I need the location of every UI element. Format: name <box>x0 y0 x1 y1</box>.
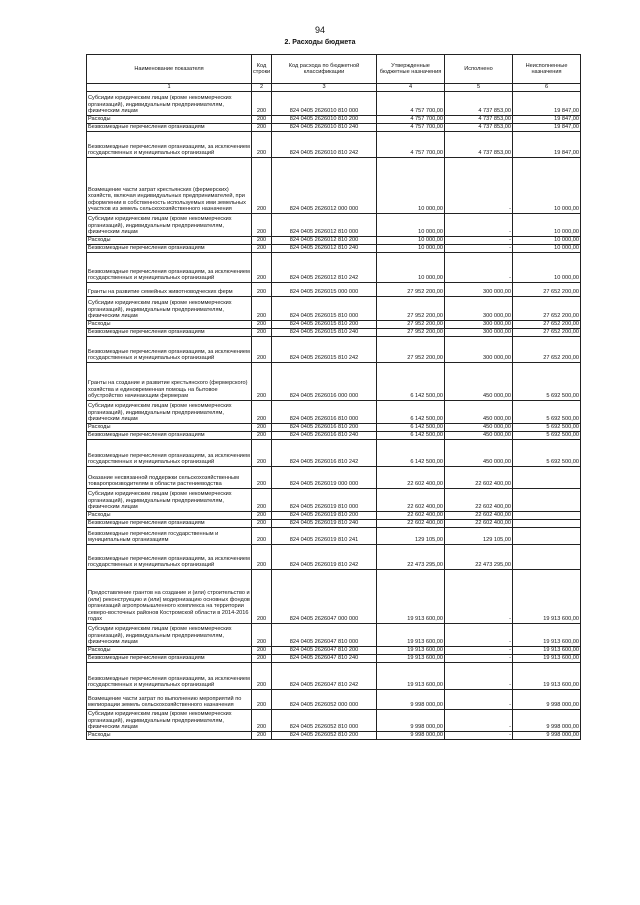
row-executed: - <box>445 570 513 624</box>
row-code: 200 <box>252 647 272 655</box>
row-classification-code: 824 0405 2626015 810 000 <box>272 297 377 321</box>
row-code: 200 <box>252 570 272 624</box>
row-name: Безвозмездные перечисления организациям, за исключением государственных и муниципальных организаций <box>87 253 252 283</box>
column-numbers-row <box>87 84 581 92</box>
row-name: Безвозмездные перечисления организациям, за исключением государственных и муниципальных организаций <box>87 545 252 570</box>
row-executed: - <box>445 253 513 283</box>
table-row <box>87 214 581 237</box>
row-classification-code: 824 0405 2626010 810 240 <box>272 124 377 132</box>
row-classification-code: 824 0405 2626015 810 200 <box>272 321 377 329</box>
row-code: 200 <box>252 401 272 424</box>
row-unexecuted: 27 652 200,00 <box>513 337 581 363</box>
row-classification-code: 824 0405 2626015 810 240 <box>272 329 377 337</box>
row-approved: 6 142 500,00 <box>377 401 445 424</box>
row-classification-code: 824 0405 2626016 810 200 <box>272 424 377 432</box>
row-approved: 22 602 400,00 <box>377 489 445 512</box>
column-number: 2 <box>252 84 272 92</box>
row-unexecuted <box>513 512 581 520</box>
table-row <box>87 528 581 545</box>
row-code: 200 <box>252 624 272 647</box>
table-row <box>87 124 581 132</box>
table-row <box>87 92 581 116</box>
row-approved: 22 602 400,00 <box>377 467 445 489</box>
table-row <box>87 732 581 740</box>
row-classification-code: 824 0405 2626016 810 242 <box>272 440 377 467</box>
row-executed: - <box>445 158 513 214</box>
row-executed: 300 000,00 <box>445 329 513 337</box>
row-code: 200 <box>252 158 272 214</box>
row-approved: 6 142 500,00 <box>377 363 445 401</box>
row-unexecuted: 9 998 000,00 <box>513 690 581 710</box>
row-classification-code: 824 0405 2626019 810 240 <box>272 520 377 528</box>
row-unexecuted: 19 847,00 <box>513 116 581 124</box>
row-classification-code: 824 0405 2626015 000 000 <box>272 283 377 297</box>
column-number: 1 <box>87 84 252 92</box>
row-classification-code: 824 0405 2626052 810 200 <box>272 732 377 740</box>
row-name: Оказание несвязанной поддержки сельскохозяйственным товаропроизводителям в области растениеводства <box>87 467 252 489</box>
row-code: 200 <box>252 283 272 297</box>
row-name: Безвозмездные перечисления государственным и муниципальным организациям <box>87 528 252 545</box>
row-name: Безвозмездные перечисления организациям <box>87 124 252 132</box>
row-approved: 10 000,00 <box>377 245 445 253</box>
row-approved: 10 000,00 <box>377 214 445 237</box>
row-executed: - <box>445 655 513 663</box>
row-classification-code: 824 0405 2626012 810 000 <box>272 214 377 237</box>
row-unexecuted: 9 998 000,00 <box>513 710 581 732</box>
row-executed: - <box>445 214 513 237</box>
row-unexecuted: 5 692 500,00 <box>513 363 581 401</box>
table-row <box>87 512 581 520</box>
row-approved: 19 913 600,00 <box>377 647 445 655</box>
row-executed: 300 000,00 <box>445 321 513 329</box>
table-row <box>87 363 581 401</box>
row-name: Безвозмездные перечисления организациям <box>87 245 252 253</box>
table-row <box>87 710 581 732</box>
row-unexecuted: 19 847,00 <box>513 92 581 116</box>
row-classification-code: 824 0405 2626019 810 242 <box>272 545 377 570</box>
row-approved: 19 913 600,00 <box>377 570 445 624</box>
table-row <box>87 337 581 363</box>
row-code: 200 <box>252 92 272 116</box>
row-executed: 4 737 853,00 <box>445 132 513 158</box>
row-classification-code: 824 0405 2626016 000 000 <box>272 363 377 401</box>
row-code: 200 <box>252 512 272 520</box>
row-approved: 27 952 200,00 <box>377 283 445 297</box>
table-row <box>87 690 581 710</box>
row-name: Безвозмездные перечисления организациям <box>87 520 252 528</box>
row-approved: 4 757 700,00 <box>377 92 445 116</box>
table-row <box>87 624 581 647</box>
row-name: Безвозмездные перечисления организациям, за исключением государственных и муниципальных организаций <box>87 663 252 690</box>
row-unexecuted <box>513 489 581 512</box>
row-executed: 4 737 853,00 <box>445 116 513 124</box>
row-classification-code: 824 0405 2626010 810 242 <box>272 132 377 158</box>
row-code: 200 <box>252 520 272 528</box>
row-approved: 22 473 295,00 <box>377 545 445 570</box>
row-name: Предоставление грантов на создание и (или) строительство и (или) реконструкцию и (или) модернизацию основных фондов организаций агропромышленного комплекса на территории северо-восточных районов Костромской области в 2014-2016 годах <box>87 570 252 624</box>
row-approved: 27 952 200,00 <box>377 297 445 321</box>
row-approved: 9 998 000,00 <box>377 732 445 740</box>
row-approved: 22 602 400,00 <box>377 512 445 520</box>
header-approved: Утвержденные бюджетные назначения <box>377 55 445 84</box>
row-code: 200 <box>252 116 272 124</box>
row-unexecuted <box>513 528 581 545</box>
row-executed: 22 473 295,00 <box>445 545 513 570</box>
row-unexecuted: 19 913 600,00 <box>513 655 581 663</box>
row-unexecuted: 19 913 600,00 <box>513 624 581 647</box>
table-row <box>87 440 581 467</box>
row-approved: 19 913 600,00 <box>377 663 445 690</box>
row-classification-code: 824 0405 2626012 000 000 <box>272 158 377 214</box>
row-name: Субсидии юридическим лицам (кроме некоммерческих организаций), индивидуальным предпринимателям, физическим лицам <box>87 710 252 732</box>
table-row <box>87 253 581 283</box>
row-code: 200 <box>252 424 272 432</box>
column-number: 5 <box>445 84 513 92</box>
row-approved: 9 998 000,00 <box>377 690 445 710</box>
table-row <box>87 132 581 158</box>
budget-expenses-table <box>86 54 581 740</box>
row-classification-code: 824 0405 2626012 810 242 <box>272 253 377 283</box>
row-executed: - <box>445 237 513 245</box>
row-name: Безвозмездные перечисления организациям, за исключением государственных и муниципальных организаций <box>87 440 252 467</box>
row-classification-code: 824 0405 2626047 810 242 <box>272 663 377 690</box>
row-code: 200 <box>252 237 272 245</box>
row-approved: 27 952 200,00 <box>377 337 445 363</box>
row-code: 200 <box>252 253 272 283</box>
row-classification-code: 824 0405 2626047 810 240 <box>272 655 377 663</box>
column-number: 6 <box>513 84 581 92</box>
row-name: Возмещение части затрат по выполнению мероприятий по мелиорации земель сельскохозяйственного назначения <box>87 690 252 710</box>
row-classification-code: 824 0405 2626016 810 000 <box>272 401 377 424</box>
table-row <box>87 647 581 655</box>
row-name: Расходы <box>87 321 252 329</box>
row-code: 200 <box>252 214 272 237</box>
row-unexecuted: 10 000,00 <box>513 245 581 253</box>
row-name: Субсидии юридическим лицам (кроме некоммерческих организаций), индивидуальным предпринимателям, физическим лицам <box>87 401 252 424</box>
row-approved: 6 142 500,00 <box>377 440 445 467</box>
row-name: Субсидии юридическим лицам (кроме некоммерческих организаций), индивидуальным предпринимателям, физическим лицам <box>87 92 252 116</box>
row-name: Субсидии юридическим лицам (кроме некоммерческих организаций), индивидуальным предпринимателям, физическим лицам <box>87 624 252 647</box>
row-executed: 4 737 853,00 <box>445 92 513 116</box>
section-title: 2. Расходы бюджета <box>284 39 356 46</box>
row-name: Возмещение части затрат крестьянских (фермерских) хозяйств, включая индивидуальных предпринимателей, при оформлении в собственность используемых ими земельных участков из земель сельскохозяйственного назначения <box>87 158 252 214</box>
row-unexecuted: 5 692 500,00 <box>513 432 581 440</box>
row-code: 200 <box>252 297 272 321</box>
row-classification-code: 824 0405 2626019 810 200 <box>272 512 377 520</box>
column-number: 3 <box>272 84 377 92</box>
row-code: 200 <box>252 467 272 489</box>
row-executed: - <box>445 732 513 740</box>
row-executed: 450 000,00 <box>445 363 513 401</box>
page-number: 94 <box>314 25 325 35</box>
row-classification-code: 824 0405 2626019 810 000 <box>272 489 377 512</box>
row-executed: - <box>445 647 513 655</box>
table-row <box>87 655 581 663</box>
row-approved: 129 105,00 <box>377 528 445 545</box>
row-executed: 450 000,00 <box>445 401 513 424</box>
row-approved: 6 142 500,00 <box>377 424 445 432</box>
row-classification-code: 824 0405 2626047 000 000 <box>272 570 377 624</box>
header-code: Код строки <box>252 55 272 84</box>
table-row <box>87 424 581 432</box>
row-name: Расходы <box>87 732 252 740</box>
row-classification-code: 824 0405 2626052 000 000 <box>272 690 377 710</box>
row-name: Безвозмездные перечисления организациям <box>87 432 252 440</box>
row-classification-code: 824 0405 2626010 810 000 <box>272 92 377 116</box>
row-executed: 4 737 853,00 <box>445 124 513 132</box>
row-classification-code: 824 0405 2626019 000 000 <box>272 467 377 489</box>
table-row <box>87 663 581 690</box>
row-unexecuted: 19 847,00 <box>513 124 581 132</box>
row-code: 200 <box>252 329 272 337</box>
row-unexecuted: 5 692 500,00 <box>513 424 581 432</box>
table-row <box>87 329 581 337</box>
table-row <box>87 321 581 329</box>
row-executed: - <box>445 690 513 710</box>
table-row <box>87 520 581 528</box>
row-approved: 10 000,00 <box>377 158 445 214</box>
table-row <box>87 545 581 570</box>
row-name: Безвозмездные перечисления организациям <box>87 655 252 663</box>
row-code: 200 <box>252 124 272 132</box>
row-unexecuted: 10 000,00 <box>513 237 581 245</box>
table-row <box>87 297 581 321</box>
row-unexecuted: 27 652 200,00 <box>513 283 581 297</box>
row-code: 200 <box>252 732 272 740</box>
row-classification-code: 824 0405 2626015 810 242 <box>272 337 377 363</box>
row-classification-code: 824 0405 2626047 810 200 <box>272 647 377 655</box>
row-executed: 22 602 400,00 <box>445 489 513 512</box>
row-code: 200 <box>252 440 272 467</box>
row-executed: - <box>445 245 513 253</box>
header-executed: Исполнено <box>445 55 513 84</box>
row-approved: 4 757 700,00 <box>377 116 445 124</box>
row-name: Субсидии юридическим лицам (кроме некоммерческих организаций), индивидуальным предпринимателям, физическим лицам <box>87 214 252 237</box>
row-unexecuted <box>513 545 581 570</box>
table-row <box>87 570 581 624</box>
row-unexecuted: 27 652 200,00 <box>513 321 581 329</box>
header-classification: Код расхода по бюджетной классификации <box>272 55 377 84</box>
row-approved: 10 000,00 <box>377 253 445 283</box>
row-executed: 22 602 400,00 <box>445 512 513 520</box>
row-approved: 19 913 600,00 <box>377 655 445 663</box>
row-executed: - <box>445 624 513 647</box>
row-code: 200 <box>252 663 272 690</box>
row-unexecuted: 5 692 500,00 <box>513 440 581 467</box>
table-row <box>87 158 581 214</box>
table-row <box>87 401 581 424</box>
row-unexecuted: 19 913 600,00 <box>513 663 581 690</box>
row-name: Расходы <box>87 647 252 655</box>
row-classification-code: 824 0405 2626012 810 200 <box>272 237 377 245</box>
row-executed: 22 602 400,00 <box>445 520 513 528</box>
row-unexecuted: 19 913 600,00 <box>513 647 581 655</box>
row-code: 200 <box>252 690 272 710</box>
row-approved: 19 913 600,00 <box>377 624 445 647</box>
row-unexecuted: 9 998 000,00 <box>513 732 581 740</box>
row-code: 200 <box>252 489 272 512</box>
row-unexecuted: 19 847,00 <box>513 132 581 158</box>
row-code: 200 <box>252 528 272 545</box>
row-name: Безвозмездные перечисления организациям, за исключением государственных и муниципальных организаций <box>87 132 252 158</box>
row-classification-code: 824 0405 2626010 810 200 <box>272 116 377 124</box>
table-row <box>87 489 581 512</box>
row-approved: 4 757 700,00 <box>377 124 445 132</box>
row-executed: - <box>445 710 513 732</box>
row-code: 200 <box>252 655 272 663</box>
row-approved: 4 757 700,00 <box>377 132 445 158</box>
row-unexecuted <box>513 467 581 489</box>
row-code: 200 <box>252 710 272 732</box>
row-approved: 22 602 400,00 <box>377 520 445 528</box>
row-classification-code: 824 0405 2626016 810 240 <box>272 432 377 440</box>
table-header-row <box>87 55 581 84</box>
row-approved: 10 000,00 <box>377 237 445 245</box>
row-executed: 300 000,00 <box>445 283 513 297</box>
table-row <box>87 237 581 245</box>
table-body <box>87 92 581 740</box>
row-classification-code: 824 0405 2626052 810 000 <box>272 710 377 732</box>
table-row <box>87 283 581 297</box>
row-classification-code: 824 0405 2626012 810 240 <box>272 245 377 253</box>
row-executed: 129 105,00 <box>445 528 513 545</box>
row-code: 200 <box>252 337 272 363</box>
table-row <box>87 432 581 440</box>
row-unexecuted: 10 000,00 <box>513 158 581 214</box>
column-number: 4 <box>377 84 445 92</box>
row-unexecuted <box>513 520 581 528</box>
row-name: Гранты на создание и развитие крестьянского (фермерского) хозяйства и единовременная помощь на бытовое обустройство начинающим фермерам <box>87 363 252 401</box>
row-name: Безвозмездные перечисления организациям <box>87 329 252 337</box>
row-executed: 450 000,00 <box>445 432 513 440</box>
row-unexecuted: 10 000,00 <box>513 214 581 237</box>
row-code: 200 <box>252 321 272 329</box>
header-name: Наименование показателя <box>87 55 252 84</box>
row-code: 200 <box>252 545 272 570</box>
row-code: 200 <box>252 245 272 253</box>
row-code: 200 <box>252 132 272 158</box>
row-executed: - <box>445 663 513 690</box>
row-classification-code: 824 0405 2626019 810 241 <box>272 528 377 545</box>
row-unexecuted: 10 000,00 <box>513 253 581 283</box>
row-approved: 9 998 000,00 <box>377 710 445 732</box>
row-name: Безвозмездные перечисления организациям, за исключением государственных и муниципальных организаций <box>87 337 252 363</box>
row-name: Расходы <box>87 512 252 520</box>
row-approved: 27 952 200,00 <box>377 329 445 337</box>
row-unexecuted: 19 913 600,00 <box>513 570 581 624</box>
row-unexecuted: 27 652 200,00 <box>513 297 581 321</box>
row-executed: 300 000,00 <box>445 297 513 321</box>
row-name: Расходы <box>87 116 252 124</box>
row-executed: 450 000,00 <box>445 424 513 432</box>
row-approved: 6 142 500,00 <box>377 432 445 440</box>
row-executed: 22 602 400,00 <box>445 467 513 489</box>
row-code: 200 <box>252 363 272 401</box>
row-name: Субсидии юридическим лицам (кроме некоммерческих организаций), индивидуальным предпринимателям, физическим лицам <box>87 489 252 512</box>
row-name: Субсидии юридическим лицам (кроме некоммерческих организаций), индивидуальным предпринимателям, физическим лицам <box>87 297 252 321</box>
row-classification-code: 824 0405 2626047 810 000 <box>272 624 377 647</box>
row-executed: 300 000,00 <box>445 337 513 363</box>
row-name: Гранты на развитие семейных животноводческих ферм <box>87 283 252 297</box>
row-name: Расходы <box>87 237 252 245</box>
row-code: 200 <box>252 432 272 440</box>
row-unexecuted: 27 652 200,00 <box>513 329 581 337</box>
row-unexecuted: 5 692 500,00 <box>513 401 581 424</box>
header-unexecuted: Неисполненные назначения <box>513 55 581 84</box>
table-row <box>87 245 581 253</box>
table-row <box>87 467 581 489</box>
row-approved: 27 952 200,00 <box>377 321 445 329</box>
row-name: Расходы <box>87 424 252 432</box>
row-executed: 450 000,00 <box>445 440 513 467</box>
table-row <box>87 116 581 124</box>
